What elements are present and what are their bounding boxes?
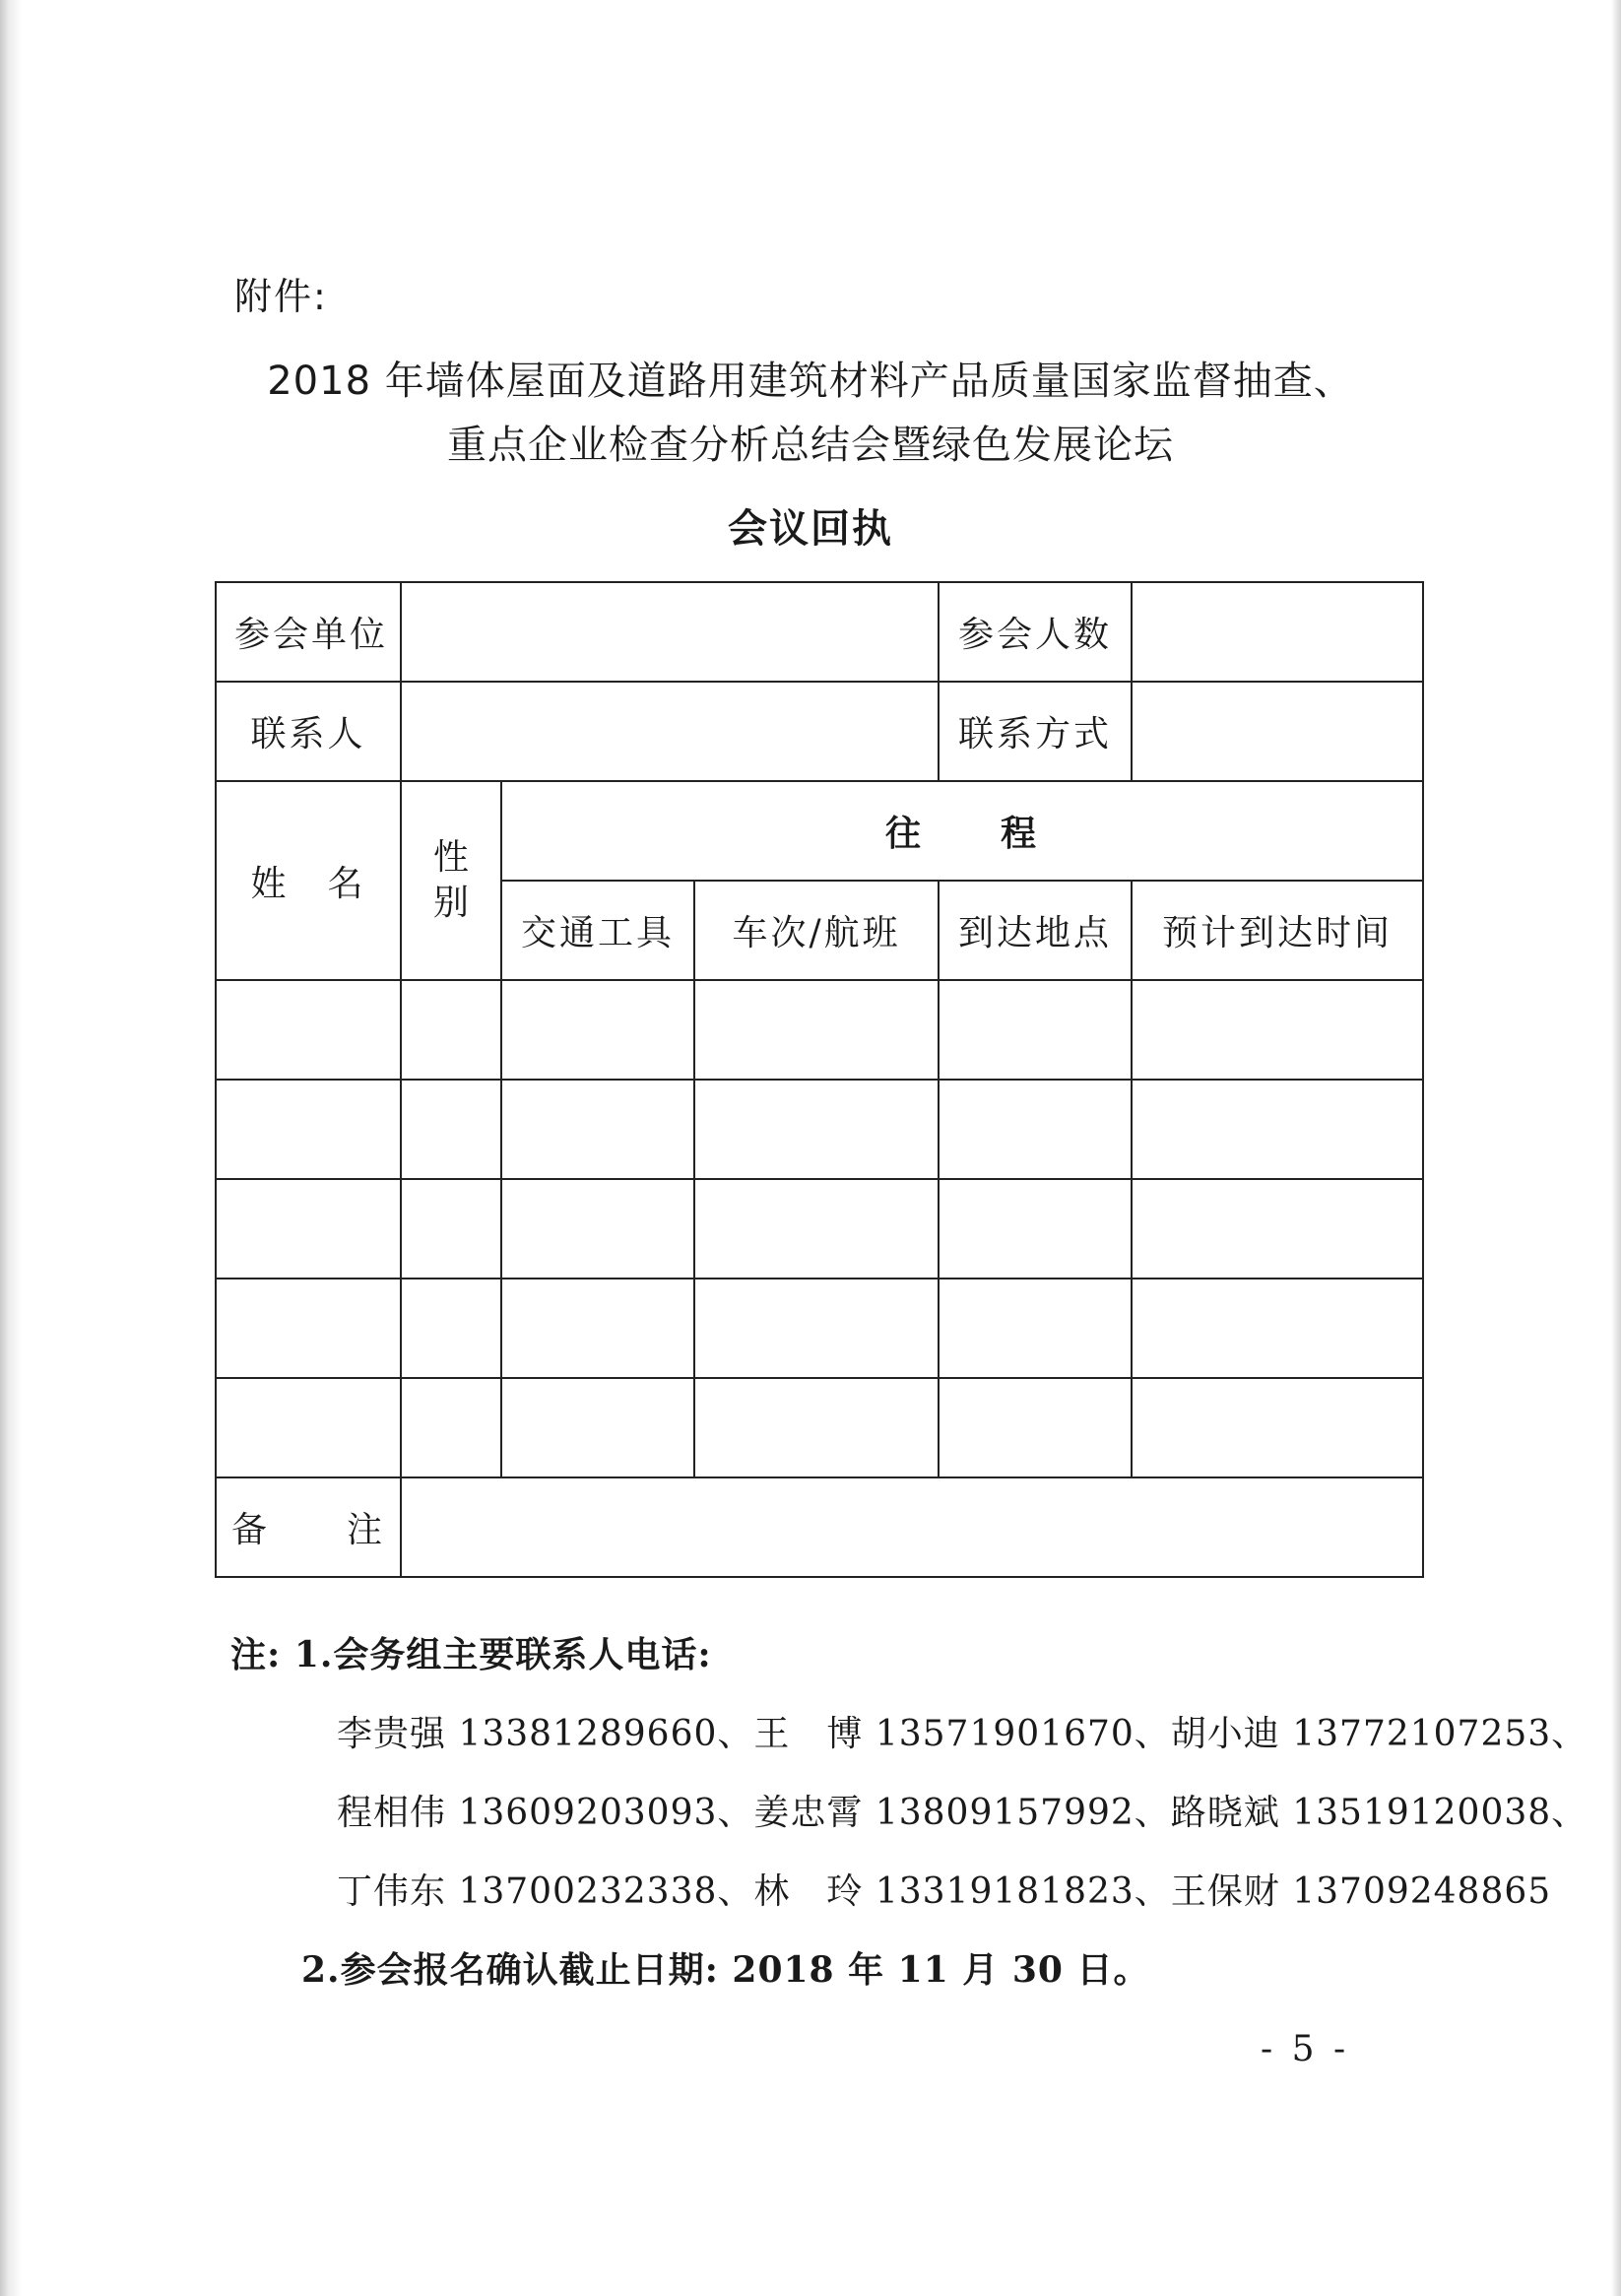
table-row (216, 1279, 1423, 1378)
train-flight-cell[interactable] (694, 980, 939, 1080)
train-flight-cell[interactable] (694, 1279, 939, 1378)
table-header-row-1 (216, 781, 1423, 881)
transport-cell[interactable] (501, 1279, 694, 1378)
table-row (216, 1378, 1423, 1477)
name-cell[interactable] (216, 1080, 401, 1179)
col-transport: 交通工具 (501, 881, 694, 980)
arrival-time-cell[interactable] (1132, 1378, 1423, 1477)
arrival-time-cell[interactable] (1132, 980, 1423, 1080)
receipt-table (215, 581, 1424, 1578)
arrival-place-cell[interactable] (939, 1279, 1132, 1378)
unit-field[interactable] (401, 582, 939, 682)
table-row-unit (216, 582, 1423, 682)
name-cell[interactable] (216, 980, 401, 1080)
gender-cell[interactable] (401, 1378, 501, 1477)
table-row (216, 1080, 1423, 1179)
gender-cell[interactable] (401, 1080, 501, 1179)
trip-header: 往 程 (501, 781, 1423, 881)
gender-cell[interactable] (401, 1179, 501, 1279)
transport-cell[interactable] (501, 1080, 694, 1179)
note-line-1: 注: 1.会务组主要联系人电话: (230, 1634, 712, 1675)
unit-label: 参会单位 (216, 582, 401, 682)
count-field[interactable] (1132, 582, 1423, 682)
contacts-line-1: 李贵强 13381289660、王 博 13571901670、胡小迪 13772107253、 (337, 1714, 1589, 1754)
col-train-flight: 车次/航班 (694, 881, 939, 980)
name-cell[interactable] (216, 1179, 401, 1279)
transport-cell[interactable] (501, 1179, 694, 1279)
contact-label: 联系人 (216, 682, 401, 781)
name-header: 姓 名 (216, 781, 401, 980)
arrival-place-cell[interactable] (939, 1378, 1132, 1477)
contacts-line-3: 丁伟东 13700232338、林 玲 13319181823、王保财 13709248865 (337, 1871, 1552, 1912)
table-row (216, 980, 1423, 1080)
gender-header: 性别 (401, 781, 501, 980)
scan-edge-left (0, 0, 22, 2296)
arrival-place-cell[interactable] (939, 1179, 1132, 1279)
subtitle: 会议回执 (728, 506, 893, 552)
contacts-line-2: 程相伟 13609203093、姜忠霄 13809157992、路晓斌 13519120038、 (337, 1793, 1589, 1833)
arrival-time-cell[interactable] (1132, 1080, 1423, 1179)
remarks-field[interactable] (401, 1477, 1423, 1577)
attachment-label: 附件: (234, 275, 328, 318)
train-flight-cell[interactable] (694, 1080, 939, 1179)
scan-edge-right (1611, 0, 1621, 2296)
train-flight-cell[interactable] (694, 1179, 939, 1279)
gender-cell[interactable] (401, 1279, 501, 1378)
transport-cell[interactable] (501, 980, 694, 1080)
contact-field[interactable] (401, 682, 939, 781)
arrival-time-cell[interactable] (1132, 1279, 1423, 1378)
remarks-label: 备 注 (216, 1477, 401, 1577)
table-row (216, 1179, 1423, 1279)
arrival-place-cell[interactable] (939, 980, 1132, 1080)
count-label: 参会人数 (939, 582, 1132, 682)
contact-method-field[interactable] (1132, 682, 1423, 781)
page-number: - 5 - (1261, 2029, 1350, 2069)
title-line-2: 重点企业检查分析总结会暨绿色发展论坛 (447, 423, 1174, 468)
table-row-contact (216, 682, 1423, 781)
train-flight-cell[interactable] (694, 1378, 939, 1477)
contact-method-label: 联系方式 (939, 682, 1132, 781)
name-cell[interactable] (216, 1378, 401, 1477)
title-line-1: 2018 年墙体屋面及道路用建筑材料产品质量国家监督抽查、 (267, 359, 1354, 404)
note-line-2: 2.参会报名确认截止日期: 2018 年 11 月 30 日。 (301, 1949, 1150, 1991)
col-arrival-place: 到达地点 (939, 881, 1132, 980)
col-arrival-time: 预计到达时间 (1132, 881, 1423, 980)
arrival-time-cell[interactable] (1132, 1179, 1423, 1279)
arrival-place-cell[interactable] (939, 1080, 1132, 1179)
name-cell[interactable] (216, 1279, 401, 1378)
transport-cell[interactable] (501, 1378, 694, 1477)
table-row-remarks (216, 1477, 1423, 1577)
gender-cell[interactable] (401, 980, 501, 1080)
